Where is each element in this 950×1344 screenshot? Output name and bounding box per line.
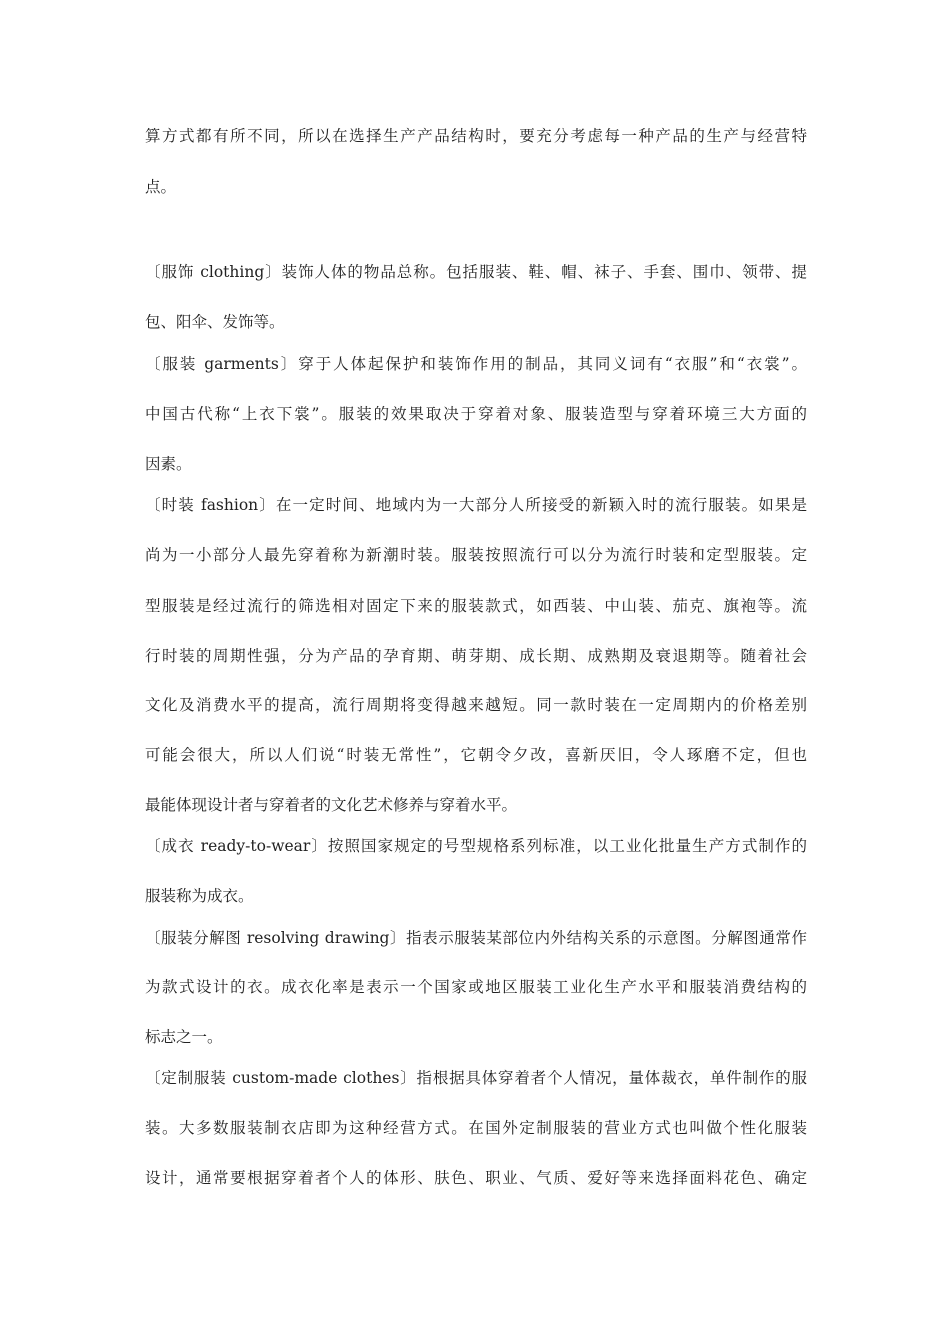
text-line: 设计，通常要根据穿着者个人的体形、肤色、职业、气质、爱好等来选择面料花色、确定: [145, 1169, 807, 1187]
text-line: 〔时装 fashion〕在一定时间、地域内为一大部分人所接受的新颖入时的流行服装。如果是: [145, 496, 807, 514]
text-line: 因素。: [145, 455, 192, 473]
text-line: 〔定制服装 custom-made clothes〕指根据具体穿着者个人情况，量体裁衣，单件制作的服: [145, 1069, 807, 1087]
text-line: 〔服饰 clothing〕装饰人体的物品总称。包括服装、鞋、帽、袜子、手套、围巾、领带、提: [145, 263, 807, 281]
text-line: 服装称为成衣。: [145, 887, 254, 905]
text-line: 算方式都有所不同，所以在选择生产产品结构时，要充分考虑每一种产品的生产与经营特: [145, 127, 807, 145]
text-line: 标志之一。: [145, 1028, 223, 1046]
text-line: 为款式设计的衣。成衣化率是表示一个国家或地区服装工业化生产水平和服装消费结构的: [145, 978, 807, 996]
text-line: 装。大多数服装制衣店即为这种经营方式。在国外定制服装的营业方式也叫做个性化服装: [145, 1119, 807, 1137]
text-line: 可能会很大，所以人们说“时装无常性”，它朝令夕改，喜新厌旧，令人琢磨不定，但也: [145, 746, 807, 764]
text-line: 文化及消费水平的提高，流行周期将变得越来越短。同一款时装在一定周期内的价格差别: [145, 696, 807, 714]
text-line: 〔成衣 ready-to-wear〕按照国家规定的号型规格系列标准，以工业化批量生产方式制作的: [145, 837, 807, 855]
text-line: 最能体现设计者与穿着者的文化艺术修养与穿着水平。: [145, 796, 518, 814]
text-line: 型服装是经过流行的筛选相对固定下来的服装款式，如西装、中山装、茄克、旗袍等。流: [145, 597, 807, 615]
text-line: 包、阳伞、发饰等。: [145, 313, 285, 331]
text-line: 〔服装 garments〕穿于人体起保护和装饰作用的制品，其同义词有“衣服”和“衣裳”。: [145, 355, 807, 373]
text-line: 行时装的周期性强，分为产品的孕育期、萌芽期、成长期、成熟期及衰退期等。随着社会: [145, 647, 807, 665]
text-line: 尚为一小部分人最先穿着称为新潮时装。服装按照流行可以分为流行时装和定型服装。定: [145, 546, 807, 564]
text-line: 中国古代称“上衣下裳”。服装的效果取决于穿着对象、服装造型与穿着环境三大方面的: [145, 405, 807, 423]
text-line: 〔服装分解图 resolving drawing〕指表示服装某部位内外结构关系的示意图。分解图通常作: [145, 929, 807, 947]
text-line: 点。: [145, 178, 177, 196]
